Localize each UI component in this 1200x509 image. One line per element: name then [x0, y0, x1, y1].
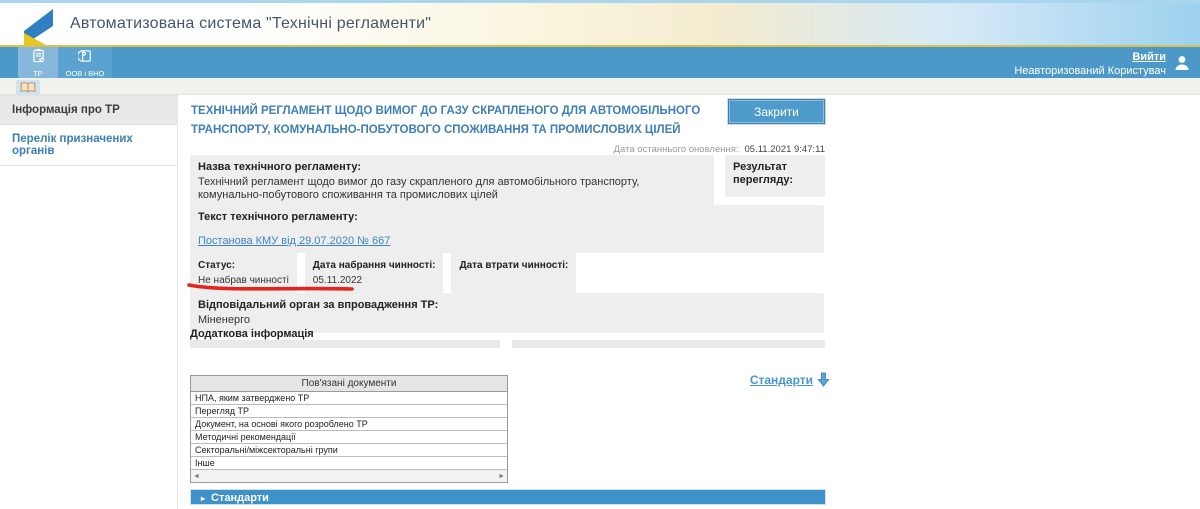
regulation-name-value: Технічний регламент щодо вимог до газу скрапленого для автомобільного транспорту, комунально-побутового споживання та промислових цілей [198, 176, 640, 201]
additional-info-bar-1 [190, 340, 500, 348]
field-expiry-date [451, 253, 576, 293]
table-row[interactable]: Методичні рекомендації [191, 431, 507, 444]
standards-bar-label: Стандарти [211, 492, 269, 504]
tab-oov-vno-label: ООВ і ВНО [65, 68, 105, 78]
effective-date-value: 05.11.2022 [312, 275, 363, 286]
scroll-left-icon[interactable]: ◄ [193, 472, 200, 480]
related-documents-table [190, 375, 508, 483]
last-update-line [185, 144, 825, 155]
logout-link[interactable]: Вийти [1132, 51, 1166, 63]
tab-tr[interactable] [18, 47, 58, 78]
field-status [190, 253, 297, 293]
scroll-right-icon[interactable]: ► [498, 472, 505, 480]
nav-user-area [1014, 49, 1166, 78]
status-label: Статус: [198, 260, 236, 271]
last-update-value: 05.11.2021 9:47:11 [744, 144, 825, 155]
table-row[interactable]: Секторальні/міжсекторальні групи [191, 444, 507, 457]
additional-info-bar-2 [512, 340, 825, 348]
regulation-name-label: Назва технічного регламенту: [198, 161, 362, 173]
main-content [185, 95, 1200, 509]
effective-date-label: Дата набрання чинності: [312, 260, 436, 271]
documents-icon [78, 48, 93, 68]
close-button[interactable]: Закрити [728, 99, 825, 124]
download-arrow-icon [817, 372, 830, 387]
user-icon [1172, 53, 1192, 78]
standards-expander-bar[interactable] [190, 489, 826, 505]
field-effective-date [305, 253, 444, 293]
additional-info-label: Додаткова інформація [190, 328, 314, 340]
expiry-date-label: Дата втрати чинності: [459, 260, 569, 271]
resolution-link[interactable]: Постанова КМУ від 29.07.2020 № 667 [198, 235, 391, 247]
expand-arrow-icon: ▸ [201, 494, 206, 503]
responsible-body-value: Міненерго [198, 314, 250, 326]
regulation-title: ТЕХНІЧНИЙ РЕГЛАМЕНТ ЩОДО ВИМОГ ДО ГАЗУ СКРАПЛЕНОГО ДЛЯ АВТОМОБІЛЬНОГО ТРАНСПОРТУ, КОМУНАЛЬНО-ПОБУТОВОГО СПОЖИВАННЯ ТА ПРОМИСЛОВИХ ЦІЛЕЙ [191, 105, 701, 136]
last-update-label: Дата останнього оновлення: [613, 144, 739, 155]
responsible-body-label: Відповідальний орган за впровадження ТР: [198, 299, 439, 311]
standards-link-area [680, 371, 830, 389]
table-row[interactable]: Документ, на основі якого розроблено ТР [191, 418, 507, 431]
regulation-text-label: Текст технічного регламенту: [198, 211, 358, 223]
field-regulation-name [190, 155, 714, 208]
review-result-label: Результат перегляду: [733, 161, 794, 186]
related-documents-header: Пов'язані документи [191, 376, 507, 392]
status-value: Не набрав чинності [198, 275, 289, 286]
page-title: Автоматизована система "Технічні регламенти" [70, 15, 432, 32]
sidebar [0, 95, 178, 509]
user-name: Неавторизований Користувач [1014, 65, 1166, 77]
status-row [190, 253, 576, 293]
tab-oov-vno[interactable] [58, 47, 112, 78]
standards-link[interactable]: Стандарти [749, 373, 813, 387]
header [0, 3, 1200, 45]
sidebar-item-tr-info[interactable]: Інформація про ТР [0, 95, 177, 125]
table-horizontal-scrollbar[interactable] [191, 470, 507, 482]
tab-tr-label: ТР [33, 68, 43, 78]
table-row[interactable]: Інше [191, 457, 507, 470]
toolbar-strip [0, 78, 1200, 95]
app-logo-icon [16, 5, 56, 50]
main-navbar [0, 47, 1200, 78]
field-review-result [725, 155, 825, 197]
open-book-icon[interactable] [16, 80, 40, 95]
field-regulation-text [190, 205, 824, 253]
table-row[interactable]: Перегляд ТР [191, 405, 507, 418]
table-row[interactable]: НПА, яким затверджено ТР [191, 392, 507, 405]
sidebar-item-designated-bodies[interactable]: Перелік призначених органів [0, 125, 177, 166]
clipboard-icon [31, 48, 46, 68]
field-responsible-body [190, 293, 824, 333]
